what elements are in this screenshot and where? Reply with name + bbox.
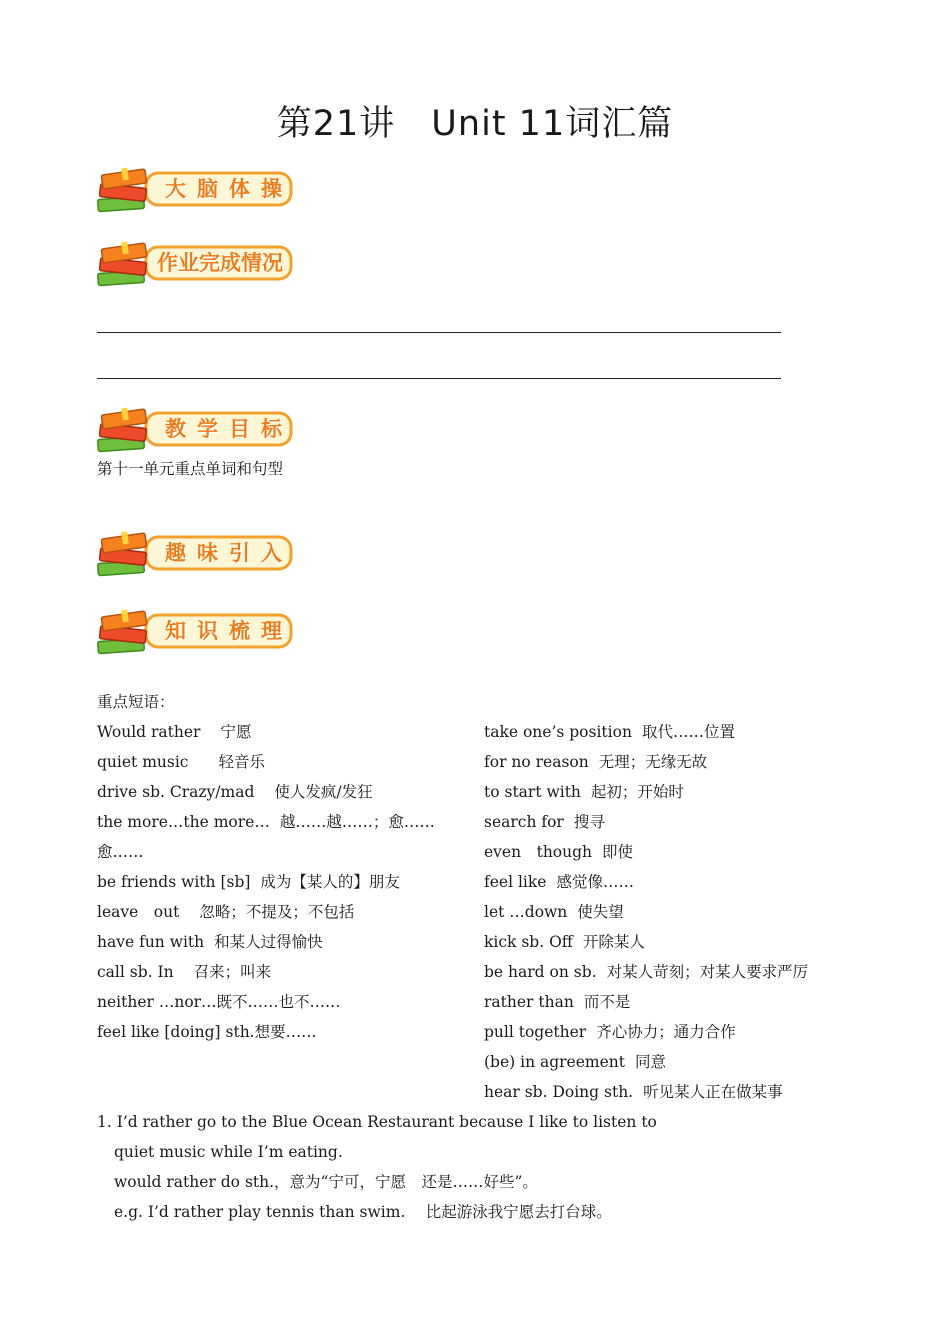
- phrase-en: leave out: [97, 903, 180, 921]
- phrase-zh: 愈……: [97, 843, 144, 861]
- phrase-zh: 同意: [634, 1053, 666, 1071]
- phrase-zh: 宁愿: [220, 723, 252, 741]
- section-banner-homework: [96, 238, 296, 290]
- phrase-row: [97, 747, 437, 777]
- phrase-en: take one’s position: [484, 723, 632, 741]
- page-title: 第21讲 Unit 11词汇篇: [276, 104, 674, 144]
- phrases-heading: 重点短语：: [97, 693, 175, 711]
- phrase-en: to start with: [484, 783, 581, 801]
- phrase-row: [97, 1017, 437, 1047]
- phrase-en: quiet music: [97, 753, 189, 771]
- banner-label: 趣味引入: [165, 541, 293, 565]
- phrase-zh: 召来；叫来: [193, 963, 272, 981]
- phrase-zh: 感觉像……: [556, 873, 634, 891]
- phrase-en: be friends with [sb]: [97, 873, 251, 891]
- phrase-en: the more…the more…: [97, 813, 270, 831]
- phrase-row: [97, 927, 437, 957]
- phrase-zh: 使人发疯/发狂: [274, 783, 373, 801]
- phrase-en: kick sb. Off: [484, 933, 573, 951]
- phrase-row: [97, 807, 437, 837]
- phrase-zh: 无理；无缘无故: [598, 753, 708, 771]
- phrase-zh: 搜寻: [573, 813, 605, 831]
- phrase-row: [484, 957, 844, 987]
- phrase-en: neither …nor…既不……也不……: [97, 993, 341, 1011]
- banner-label: 大脑体操: [165, 177, 293, 201]
- phrase-zh: 而不是: [583, 993, 631, 1011]
- phrase-row: [484, 807, 844, 837]
- phrase-en: (be) in agreement: [484, 1053, 625, 1071]
- phrase-en: be hard on sb.: [484, 963, 597, 981]
- phrase-en: Would rather: [97, 723, 201, 741]
- phrase-row: [97, 867, 437, 897]
- phrase-list-right: [484, 717, 844, 1107]
- banner-label: 作业完成情况: [157, 251, 283, 275]
- phrase-en: search for: [484, 813, 564, 831]
- phrase-en: let …down: [484, 903, 568, 921]
- phrase-row: [484, 747, 844, 777]
- phrase-row: [484, 1017, 844, 1047]
- phrase-en: feel like: [484, 873, 547, 891]
- phrase-row: [97, 777, 437, 807]
- section-banner-brain-exercise: [96, 164, 296, 216]
- answer-line: [97, 378, 781, 379]
- phrase-zh: 忽略；不提及；不包括: [199, 903, 355, 921]
- phrase-zh: 越……越……；愈……: [279, 813, 435, 831]
- example-line: e.g. I’d rather play tennis than swim. 比起游泳我宁愿去打台球。: [114, 1203, 612, 1221]
- phrase-row: [97, 897, 437, 927]
- phrase-en: have fun with: [97, 933, 205, 951]
- phrase-en: rather than: [484, 993, 574, 1011]
- phrase-en: for no reason: [484, 753, 589, 771]
- phrase-row: [97, 957, 437, 987]
- phrase-row: [484, 927, 844, 957]
- section-banner-objectives: [96, 404, 296, 456]
- phrase-row: [97, 717, 437, 747]
- answer-line: [97, 332, 781, 333]
- explanation-line: would rather do sth.，意为“宁可，宁愿 还是……好些”。: [114, 1173, 538, 1191]
- phrase-zh: 成为【某人的】朋友: [260, 873, 400, 891]
- phrase-row: [484, 837, 844, 867]
- phrase-en: call sb. In: [97, 963, 174, 981]
- phrase-row: [484, 897, 844, 927]
- phrase-zh: 取代……位置: [641, 723, 735, 741]
- sentence-line: 1. I’d rather go to the Blue Ocean Restaurant because I like to listen to: [97, 1113, 657, 1131]
- phrase-row: [97, 837, 437, 867]
- phrase-en: even though: [484, 843, 593, 861]
- phrase-en: feel like [doing] sth.想要……: [97, 1023, 317, 1041]
- phrase-en: pull together: [484, 1023, 587, 1041]
- phrase-row: [484, 987, 844, 1017]
- phrase-row: [484, 717, 844, 747]
- phrase-row: [484, 867, 844, 897]
- phrase-row: [484, 777, 844, 807]
- banner-label: 知识梳理: [165, 619, 293, 643]
- phrase-en: hear sb. Doing sth.: [484, 1083, 634, 1101]
- sentence-line: quiet music while I’m eating.: [114, 1143, 343, 1161]
- phrase-zh: 开除某人: [582, 933, 645, 951]
- phrase-zh: 对某人苛刻；对某人要求严厉: [606, 963, 809, 981]
- phrase-row: [484, 1047, 844, 1077]
- phrase-zh: 起初；开始时: [590, 783, 684, 801]
- phrase-zh: 即使: [602, 843, 634, 861]
- phrase-zh: 听见某人正在做某事: [643, 1083, 783, 1101]
- phrase-row: [484, 1077, 844, 1107]
- phrase-row: [97, 987, 437, 1017]
- objective-text: 第十一单元重点单词和句型: [97, 460, 284, 478]
- section-banner-introduction: [96, 528, 296, 580]
- phrase-en: drive sb. Crazy/mad: [97, 783, 255, 801]
- phrase-list-left: [97, 717, 437, 1047]
- banner-label: 教学目标: [165, 417, 293, 441]
- phrase-zh: 和某人过得愉快: [214, 933, 323, 951]
- phrase-zh: 轻音乐: [218, 753, 265, 771]
- phrase-zh: 齐心协力；通力合作: [596, 1023, 736, 1041]
- phrase-zh: 使失望: [577, 903, 624, 921]
- section-banner-knowledge: [96, 606, 296, 658]
